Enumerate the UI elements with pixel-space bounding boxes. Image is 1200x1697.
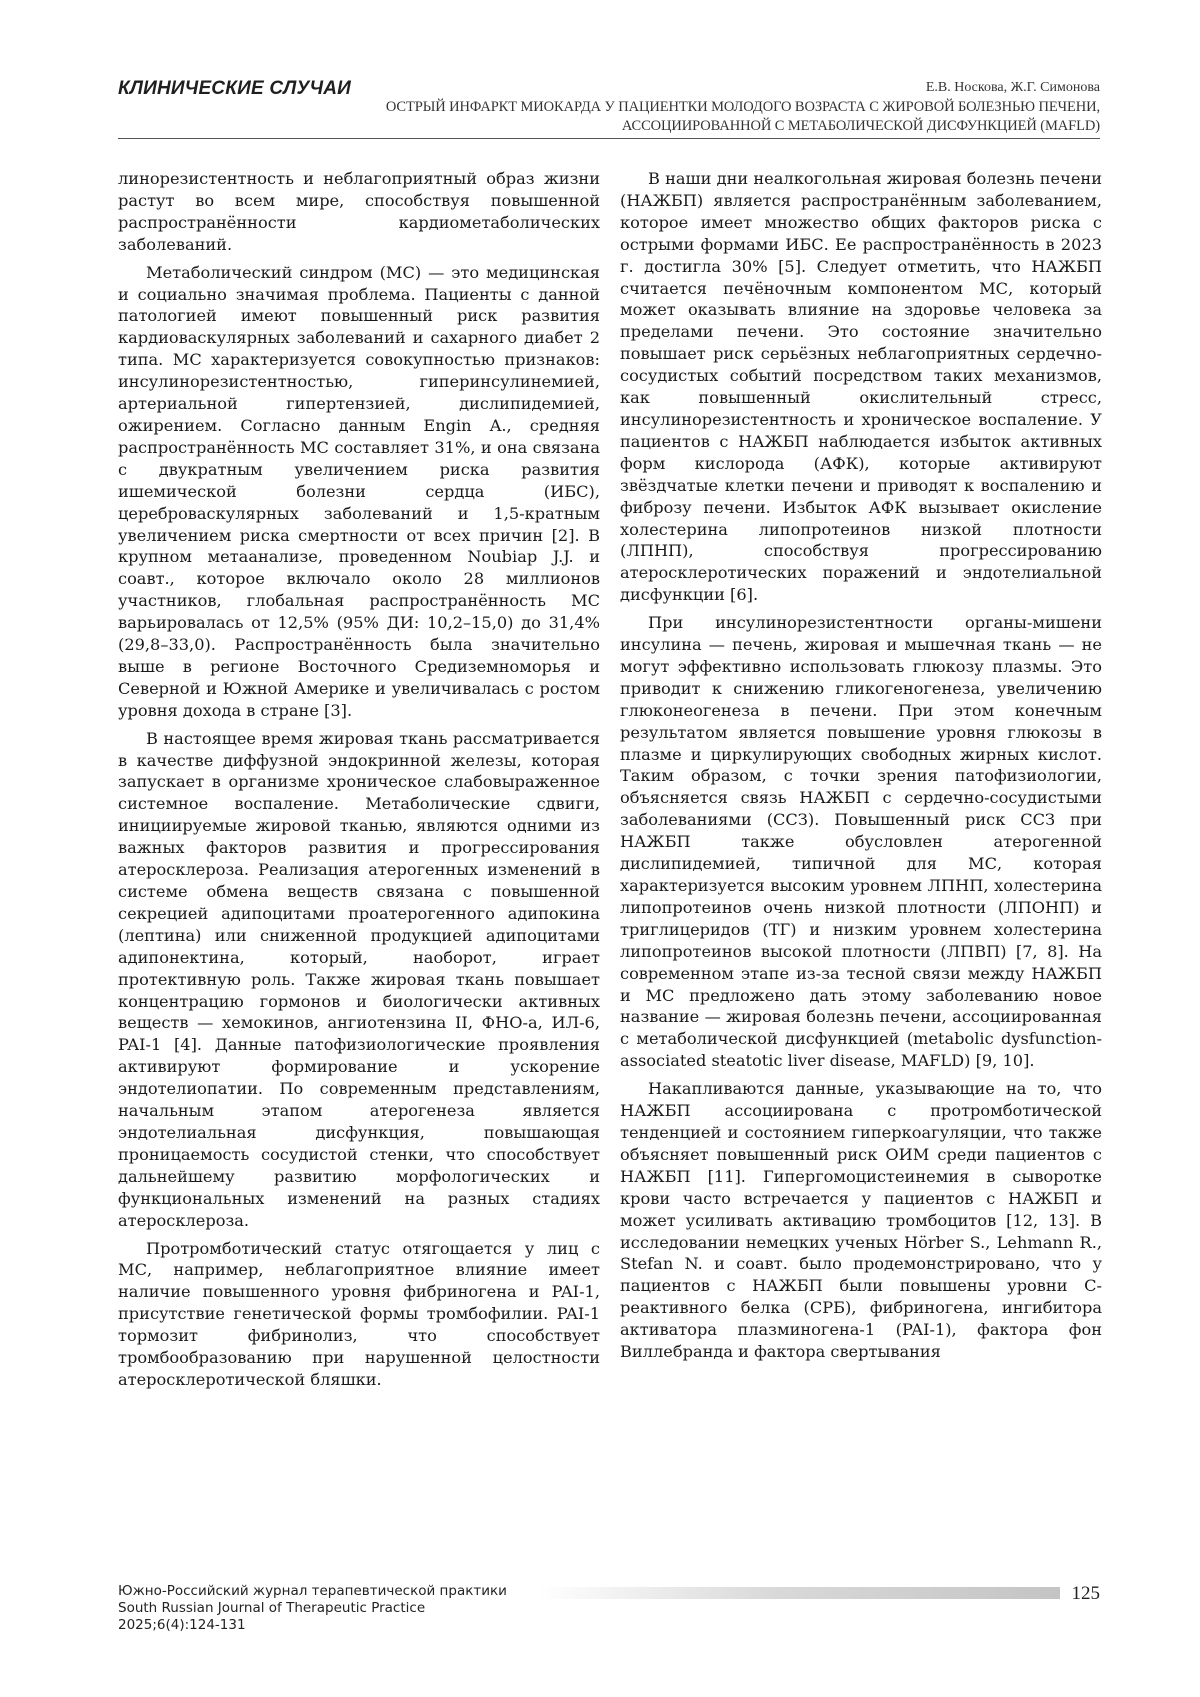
paragraph: линорезистентность и неблагоприятный образ жизни растут во всем мире, способствуя повышенной распространённости кардиометаболических заболеваний. <box>118 169 600 254</box>
page-number: 125 <box>1071 1583 1100 1604</box>
article-authors: Е.В. Носкова, Ж.Г. Симонова <box>925 80 1100 95</box>
left-text-column <box>118 168 600 1397</box>
paragraph: Метаболический синдром (МС) — это медицинская и социально значимая проблема. Пациенты с данной патологией имеют повышенный риск развития кардиоваскулярных заболеваний и сахарного диабет 2 типа. МС характеризуется совокупностью признаков: инсулинорезистентностью, гиперинсулинемией, артериальной гипертензией, дислипидемией, ожирением. Согласно данным Engin A., средняя распространённость МС составляет 31%, и она связана с двукратным увеличением риска развития ишемической болезни сердца (ИБС), цереброваскулярных заболеваний и 1,5-кратным увеличением риска смертности от всех причин [2]. В крупном метаанализе, проведенном Noubiap J.J. и соавт., которое включало около 28 миллионов участников, глобальная распространённость МС варьировалась от 12,5% (95% ДИ: 10,2–15,0) до 31,4% (29,8–33,0). Распространённость была значительно выше в регионе Восточного Средиземноморья и Северной и Южной Америке и увеличивалась с ростом уровня дохода в стране [3]. <box>118 262 600 720</box>
journal-name-ru: Южно-Российский журнал терапевтической практики <box>118 1583 507 1599</box>
paragraph: При инсулинорезистентности органы-мишени инсулина — печень, жировая и мышечная ткань — не могут эффективно использовать глюкозу плазмы. Это приводит к снижению гликогеногенеза, увеличению глюконеогенеза в печени. При этом конечным результатом является повышение уровня глюкозы в плазме и циркулирующих свободных жирных кислот. Таким образом, с точки зрения патофизиологии, объясняется связь НАЖБП с сердечно-сосудистыми заболеваниями (ССЗ). Повышенный риск ССЗ при НАЖБП также обусловлен атерогенной дислипидемией, типичной для МС, которая характеризуется высоким уровнем ЛПНП, холестерина липопротеинов очень низкой плотности (ЛПОНП) и триглицеридов (ТГ) и низким уровнем холестерина липопротеинов высокой плотности (ЛПВП) [7, 8]. На современном этапе из-за тесной связи между НАЖБП и МС предложено дать этому заболеванию новое название — жировая болезнь печени, ассоциированная с метаболической дисфункцией (metabolic dysfunction-associated steatotic liver disease, MAFLD) [9, 10]. <box>620 613 1102 1071</box>
paragraph: Накапливаются данные, указывающие на то, что НАЖБП ассоциирована с протромботической тенденцией и состоянием гиперкоагуляции, что также объясняет повышенный риск ОИМ среди пациентов с НАЖБП [11]. Гипергомоцистеинемия в сыворотке крови часто встречается у пациентов с НАЖБП и может усиливать активацию тромбоцитов [12, 13]. В исследовании немецких ученых Hörber S., Lehmann R., Stefan N. и соавт. было продемонстрировано, что у пациентов с НАЖБП были повышены уровни С-реактивного белка (СРБ), фибриногена, ингибитора активатора плазминогена-1 (PAI-1), фактора фон Виллебранда и фактора свертывания <box>620 1079 1102 1362</box>
journal-citation: 2025;6(4):124-131 <box>118 1617 246 1633</box>
paragraph: В настоящее время жировая ткань рассматривается в качестве диффузной эндокринной железы, которая запускает в организме хроническое слабовыраженное системное воспаление. Метаболические сдвиги, инициируемые жировой тканью, являются одними из важных факторов развития и прогрессирования атеросклероза. Реализация атерогенных изменений в системе обмена веществ связана с повышенной секрецией адипоцитами проатерогенного адипокина (лептина) или сниженной продукцией адипоцитами адипонектина, который, наоборот, играет протективную роль. Также жировая ткань повышает концентрацию гормонов и биологически активных веществ — хемокинов, ангиотензина II, ФНО-а, ИЛ-6, PAI-1 [4]. Данные патофизиологические проявления активируют формирование и ускорение эндотелиопатии. По современным представлениям, начальным этапом атерогенеза является эндотелиальная дисфункция, повышающая проницаемость сосудистой стенки, что способствует дальнейшему развитию морфологических и функциональных изменений на разных стадиях атеросклероза. <box>118 728 600 1230</box>
header-divider <box>118 138 1100 139</box>
section-label: КЛИНИЧЕСКИЕ СЛУЧАИ <box>118 78 352 99</box>
paragraph: Протромботический статус отягощается у лиц с МС, например, неблагоприятное влияние имеет наличие повышенного уровня фибриногена и PAI-1, присутствие генетической формы тромбофилии. PAI-1 тормозит фибринолиз, что способствует тромбообразованию при нарушенной целостности атеросклеротической бляшки. <box>118 1238 600 1389</box>
paragraph: В наши дни неалкогольная жировая болезнь печени (НАЖБП) является распространённым заболеванием, которое имеет множество общих факторов риска с острыми формами ИБС. Ее распространённость в 2023 г. достигла 30% [5]. Следует отметить, что НАЖБП считается печёночным компонентом МС, который может оказывать влияние на здоровье человека за пределами печени. Это состояние значительно повышает риск серьёзных неблагоприятных сердечно-сосудистых событий посредством таких механизмов, как повышенный окислительный стресс, инсулинорезистентность и хроническое воспаление. У пациентов с НАЖБП наблюдается избыток активных форм кислорода (АФК), которые активируют звёздчатые клетки печени и приводят к воспалению и фиброзу печени. Избыток АФК вызывает окисление холестерина липопротеинов низкой плотности (ЛПНП), способствуя прогрессированию атеросклеротических поражений и эндотелиальной дисфункции [6]. <box>620 169 1102 605</box>
page-header <box>118 78 1100 138</box>
article-title-line-1: ОСТРЫЙ ИНФАРКТ МИОКАРДА У ПАЦИЕНТКИ МОЛОДОГО ВОЗРАСТА С ЖИРОВОЙ БОЛЕЗНЬЮ ПЕЧЕНИ, <box>385 99 1100 115</box>
right-text-column <box>620 168 1102 1369</box>
article-title-line-2: АССОЦИИРОВАННОЙ С МЕТАБОЛИЧЕСКОЙ ДИСФУНКЦИЕЙ (MAFLD) <box>621 118 1100 134</box>
footer-gradient-bar <box>538 1587 1060 1599</box>
page-footer <box>118 1583 1100 1643</box>
journal-name-en: South Russian Journal of Therapeutic Practice <box>118 1600 426 1616</box>
